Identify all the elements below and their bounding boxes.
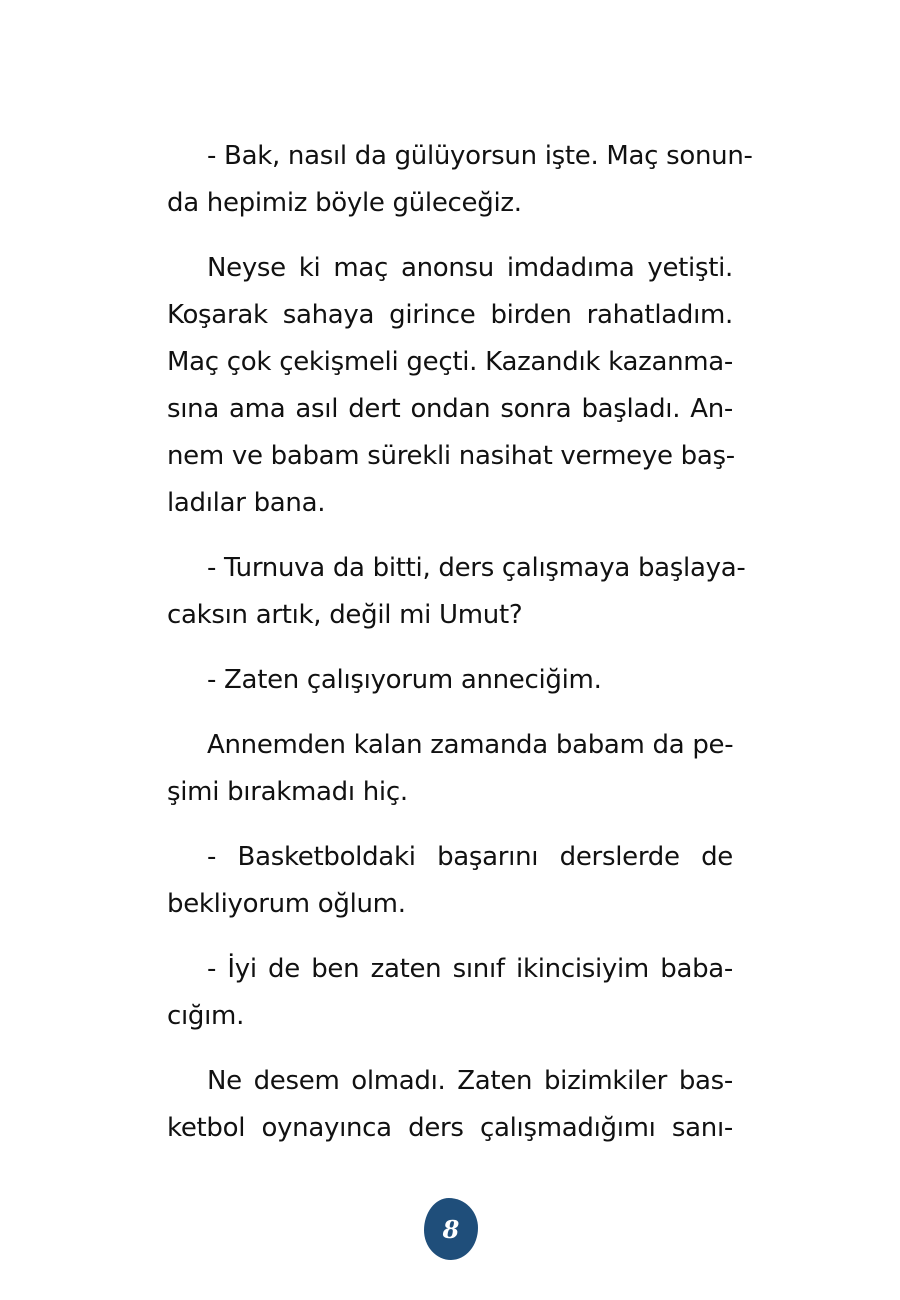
text-line: cığım.	[167, 1001, 245, 1031]
text-line: caksın artık, değil mi Umut?	[167, 600, 523, 630]
text-line: - Basketboldaki başarını derslerde de	[207, 842, 733, 872]
text-line: - Turnuva da bitti, ders çalışmaya başlaya-	[207, 553, 746, 583]
paragraph-2	[167, 245, 733, 527]
text-line: - Bak, nasıl da gülüyorsun işte. Maç sonun-	[207, 141, 753, 171]
text-line: ketbol oynayınca ders çalışmadığımı sanı-	[167, 1113, 733, 1143]
text-line: sına ama asıl dert ondan sonra başladı. An-	[167, 394, 733, 424]
text-line: Maç çok çekişmeli geçti. Kazandık kazanma-	[167, 347, 733, 377]
paragraph-4	[167, 657, 733, 704]
paragraph-3	[167, 545, 746, 639]
paragraph-6	[167, 834, 733, 928]
text-line: Ne desem olmadı. Zaten bizimkiler bas-	[207, 1066, 733, 1096]
text-line: ladılar bana.	[167, 488, 326, 518]
paragraph-7	[167, 946, 733, 1040]
page-number: 8	[442, 1214, 460, 1244]
text-line: Annemden kalan zamanda babam da pe-	[207, 730, 734, 760]
paragraph-1	[167, 133, 753, 227]
text-line: - İyi de ben zaten sınıf ikincisiyim baba-	[207, 954, 733, 984]
text-line: da hepimiz böyle güleceğiz.	[167, 188, 522, 218]
text-line: nem ve babam sürekli nasihat vermeye baş-	[167, 441, 735, 471]
text-line: - Zaten çalışıyorum anneciğim.	[207, 665, 602, 695]
page-number-badge	[424, 1198, 478, 1260]
text-line: Koşarak sahaya girince birden rahatladım.	[167, 300, 733, 330]
body-text	[167, 133, 753, 1170]
text-line: bekliyorum oğlum.	[167, 889, 406, 919]
text-line: Neyse ki maç anonsu imdadıma yetişti.	[207, 253, 733, 283]
text-line: şimi bırakmadı hiç.	[167, 777, 408, 807]
paragraph-8	[167, 1058, 733, 1152]
paragraph-5	[167, 722, 733, 816]
